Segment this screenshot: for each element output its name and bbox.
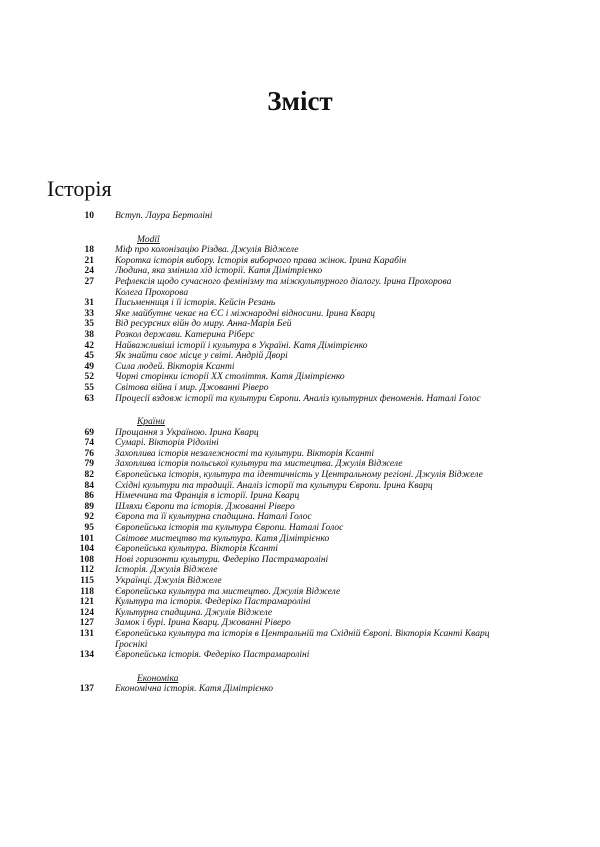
toc-entry-title: Розкол держави. Катерина Ріберс xyxy=(115,329,255,340)
page-title: Зміст xyxy=(267,86,333,116)
toc-page-number: 49 xyxy=(84,361,94,372)
toc-group-heading xyxy=(72,417,552,428)
toc-entry[interactable] xyxy=(72,629,552,640)
toc-entry-title: Замок і бурі. Ірина Кварц. Джованні Ріверо xyxy=(115,618,291,629)
toc-entry[interactable] xyxy=(72,438,552,449)
toc-page-number: 84 xyxy=(84,480,94,491)
toc-entry-title: Найважливіші історії і культура в Україні. Катя Дімітрієнко xyxy=(115,340,368,351)
toc-entry[interactable] xyxy=(72,576,552,587)
toc-page-number: 24 xyxy=(84,266,94,277)
toc-entry[interactable] xyxy=(72,587,552,598)
toc-entry-title: Історія. Джулія Віджеле xyxy=(115,565,218,576)
toc-entry-title: Європейська історія, культура та ідентичність у Центральному регіоні. Джулія Віджеле xyxy=(115,470,483,481)
toc-entry[interactable] xyxy=(72,330,552,341)
toc-entry[interactable] xyxy=(72,266,552,277)
toc-entry-title: Захоплива історія незалежності та культури. Вікторія Ксанті xyxy=(115,448,375,459)
toc-page-number: 45 xyxy=(84,351,94,362)
toc-entry[interactable] xyxy=(72,491,552,502)
toc-group-label: Економіка xyxy=(137,673,179,684)
toc-entry[interactable] xyxy=(72,618,552,629)
toc-page-number: 10 xyxy=(84,211,94,221)
toc-entry-title: Німеччина та Франція в історії. Ірина Кварц xyxy=(115,491,300,502)
toc-entry[interactable] xyxy=(72,640,552,651)
toc-entry-title: Сила людей. Вікторія Ксанті xyxy=(115,361,235,372)
toc-page-number: 38 xyxy=(84,329,94,340)
toc-page-number xyxy=(72,674,94,685)
toc-entry[interactable] xyxy=(72,341,552,352)
toc-entry[interactable] xyxy=(72,650,552,661)
toc-entry-title: Ґроснікі xyxy=(115,639,148,650)
toc-page-number: 79 xyxy=(84,459,94,470)
toc-page-number xyxy=(72,235,94,246)
toc-entry[interactable] xyxy=(72,319,552,330)
toc-entry-title: Сумарі. Вікторія Рідоліні xyxy=(115,438,219,449)
toc-page-number: 134 xyxy=(79,650,94,661)
toc-page-number: 82 xyxy=(84,470,94,481)
toc-entry-title: Нові горизонти культури. Федеріко Пастрамароліні xyxy=(115,554,329,565)
toc-entry[interactable] xyxy=(72,351,552,362)
toc-entry[interactable] xyxy=(72,277,552,288)
toc-page-number xyxy=(72,288,94,299)
toc-group-label: Країни xyxy=(137,417,165,428)
toc-entry-title: Світове мистецтво та культура. Катя Дімітрієнко xyxy=(115,533,330,544)
toc-entry-title: Письменниця і її історія. Кейсін Рєзань xyxy=(115,298,276,309)
toc-page-number: 21 xyxy=(84,255,94,266)
toc-entry-title: Культура та історія. Федеріко Пастрамароліні xyxy=(115,597,311,608)
toc-entry[interactable] xyxy=(72,298,552,309)
toc-entry[interactable] xyxy=(72,565,552,576)
toc-page-number: 92 xyxy=(84,512,94,523)
toc-entry-title: Людина, яка змінила хід історії. Катя Дімітрієнко xyxy=(115,266,323,277)
toc-entry-title: Європейська культура та історія в Центральній та Східній Європі. Вікторія Ксанті Кварц xyxy=(115,628,490,639)
toc-page-number: 121 xyxy=(79,597,94,608)
toc-entry-title: Захоплива історія польської культури та мистецтва. Джулія Віджеле xyxy=(115,459,403,470)
toc-page-number: 112 xyxy=(80,565,94,576)
toc-entry-title: Прощання з Україною. Ірина Кварц xyxy=(115,427,259,438)
toc-group-label: Modiî xyxy=(137,234,160,245)
toc-entry[interactable] xyxy=(72,288,552,299)
toc-entry[interactable] xyxy=(72,372,552,383)
toc-entry[interactable] xyxy=(72,256,552,267)
toc-page-number xyxy=(72,417,94,428)
toc-entry[interactable] xyxy=(72,459,552,470)
toc-entry[interactable] xyxy=(72,555,552,566)
toc-page-number: 63 xyxy=(84,393,94,404)
toc-entry[interactable] xyxy=(72,684,552,695)
toc-group-heading xyxy=(72,674,552,685)
toc-page-number: 42 xyxy=(84,340,94,351)
toc-entry[interactable] xyxy=(72,481,552,492)
toc-page-number: 95 xyxy=(84,523,94,534)
toc-entry[interactable] xyxy=(72,544,552,555)
toc-entry[interactable] xyxy=(72,534,552,545)
toc-entry-title: Шляхи Європи та історія. Джованні Ріверо xyxy=(115,501,295,512)
toc-page-number: 118 xyxy=(80,586,94,597)
toc-entry-title: Європейська культура. Вікторія Ксанті xyxy=(115,544,278,555)
section-title: Історія xyxy=(47,176,112,201)
toc-entry[interactable] xyxy=(72,597,552,608)
toc-entry[interactable] xyxy=(72,449,552,460)
toc-entry-title: Східні культури та традиції. Аналіз історії та культури Європи. Ірина Кварц xyxy=(115,480,433,491)
toc-entry-title: Економічна історія. Катя Дімітрієнко xyxy=(115,684,273,695)
toc-page-number: 31 xyxy=(84,298,94,309)
toc-page-number: 33 xyxy=(84,308,94,319)
toc-entry-title: Європа та її культурна спадщина. Наталі Ґолос xyxy=(115,512,312,523)
toc-page-number: 18 xyxy=(84,245,94,256)
toc-entry-title: Рефлексія щодо сучасного фемінізму та міжкультурного діалогу. Ірина Прохорова xyxy=(115,276,452,287)
toc-page-number: 131 xyxy=(79,628,94,639)
toc-entry-title: Європейська історія. Федеріко Пастрамароліні xyxy=(115,650,310,661)
toc-entry-title: Українці. Джулія Віджеле xyxy=(115,576,222,586)
toc-entry[interactable] xyxy=(72,309,552,320)
toc-entry-title: Коротка історія вибору. Історія виборчого права жінок. Ірина Карабін xyxy=(115,255,407,266)
toc-entry[interactable] xyxy=(72,245,552,256)
toc-entry-title: Міф про колонізацію Різдва. Джулія Віджеле xyxy=(115,245,299,256)
toc-entry-title: Світова війна і мир. Джованні Ріверо xyxy=(115,382,269,393)
toc-entry-title: Європейська історія та культура Європи. Наталі Ґолос xyxy=(115,523,344,534)
toc-page-number: 127 xyxy=(79,618,94,629)
toc-page-number: 104 xyxy=(79,544,94,555)
toc-entry[interactable] xyxy=(72,362,552,373)
toc-entry-title: Європейська культура та мистецтво. Джулія Віджеле xyxy=(115,586,341,597)
toc-page-number: 108 xyxy=(79,554,94,565)
toc-page-number: 124 xyxy=(79,607,94,618)
toc-page-number: 55 xyxy=(84,382,94,393)
toc-entry-title: Культурна спадщина. Джулія Віджеле xyxy=(115,607,273,618)
toc-entry[interactable] xyxy=(72,470,552,481)
toc-entry-title: Як знайти своє місце у світі. Андрій Дворі xyxy=(115,351,288,362)
toc-entry[interactable] xyxy=(72,428,552,439)
toc-entry[interactable] xyxy=(72,383,552,394)
toc-page-number: 115 xyxy=(80,576,94,586)
toc-entry[interactable] xyxy=(72,394,552,405)
toc-entry-title: Чорні сторінки історії XX століття. Катя Дімітрієнко xyxy=(115,372,345,383)
toc-entry-title: Вступ. Лаура Бертоліні xyxy=(115,211,213,221)
toc-entry-title: Яке майбутнє чекає на ЄС і міжнародні відносини. Ірина Кварц xyxy=(115,308,375,319)
toc-entry[interactable] xyxy=(72,523,552,534)
toc-page-number: 35 xyxy=(84,319,94,330)
toc-page-number: 27 xyxy=(84,276,94,287)
toc-page-number: 86 xyxy=(84,491,94,502)
toc-entry[interactable] xyxy=(72,502,552,513)
toc-page-number: 74 xyxy=(84,438,94,449)
toc-group-heading xyxy=(72,235,552,246)
toc-entry[interactable] xyxy=(72,512,552,523)
toc-entry-title: Процесії вздовж історії та культури Європи. Аналіз культурних феноменів. Наталі Ґолос xyxy=(115,393,481,404)
toc-page-number: 101 xyxy=(79,533,94,544)
toc-page-number: 89 xyxy=(84,501,94,512)
toc-entry-title: Колега Прохорова xyxy=(115,287,189,298)
toc-entry[interactable] xyxy=(72,608,552,619)
toc-entry[interactable] xyxy=(72,211,552,222)
toc-page-number xyxy=(72,640,94,651)
toc-page-number: 52 xyxy=(84,372,94,383)
toc-page-number: 69 xyxy=(84,427,94,438)
table-of-contents xyxy=(72,211,552,695)
toc-page-number: 76 xyxy=(84,448,94,459)
toc-entry-title: Від ресурсних війн до миру. Анна-Марія Бей xyxy=(115,319,292,330)
toc-page-number: 137 xyxy=(79,684,94,695)
